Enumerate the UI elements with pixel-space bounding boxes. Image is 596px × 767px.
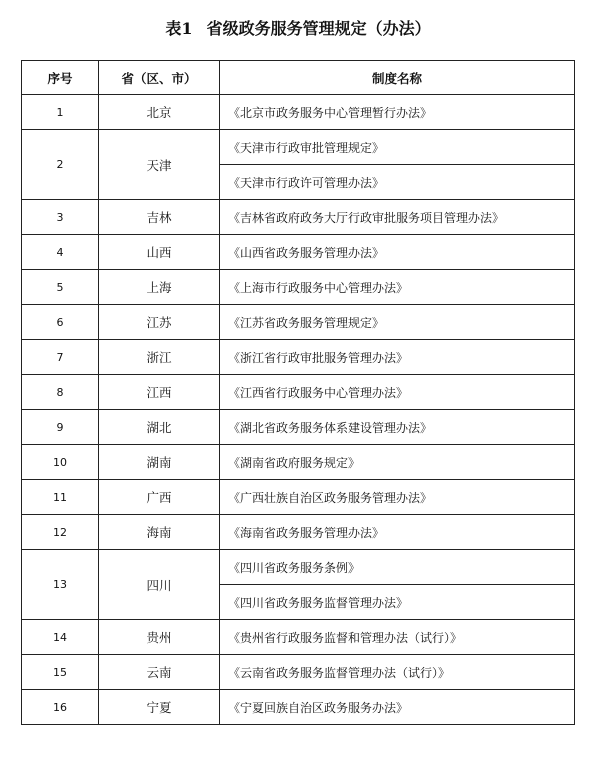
row-regulation-name: 《天津市行政许可管理办法》: [220, 165, 575, 200]
table-row: [22, 235, 575, 270]
row-regulation-name: 《云南省政务服务监督管理办法（试行）》: [220, 655, 575, 690]
table-row: [22, 200, 575, 235]
row-province: 贵州: [99, 620, 220, 655]
row-regulation-name: 《浙江省行政审批服务管理办法》: [220, 340, 575, 375]
row-index: 15: [22, 655, 99, 690]
row-regulation-name: 《吉林省政府政务大厅行政审批服务项目管理办法》: [220, 200, 575, 235]
row-regulation-name: 《贵州省行政服务监督和管理办法（试行）》: [220, 620, 575, 655]
table-row: [22, 410, 575, 445]
table-row: [22, 340, 575, 375]
row-index: 11: [22, 480, 99, 515]
row-index: 1: [22, 95, 99, 130]
row-province: 云南: [99, 655, 220, 690]
row-index: 3: [22, 200, 99, 235]
table-row: [22, 550, 575, 585]
table-row: [22, 515, 575, 550]
row-province: 湖北: [99, 410, 220, 445]
row-index: 6: [22, 305, 99, 340]
row-index: 14: [22, 620, 99, 655]
row-index: 10: [22, 445, 99, 480]
row-regulation-name: 《上海市行政服务中心管理办法》: [220, 270, 575, 305]
row-province: 江苏: [99, 305, 220, 340]
table-row: [22, 305, 575, 340]
row-province: 海南: [99, 515, 220, 550]
row-index: 5: [22, 270, 99, 305]
row-index: 2: [22, 130, 99, 200]
row-regulation-name: 《四川省政务服务监督管理办法》: [220, 585, 575, 620]
row-regulation-name: 《江西省行政服务中心管理办法》: [220, 375, 575, 410]
row-province: 天津: [99, 130, 220, 200]
header-province: 省（区、市）: [99, 61, 220, 95]
table-title: [0, 16, 596, 39]
row-regulation-name: 《四川省政务服务条例》: [220, 550, 575, 585]
table-body: [22, 95, 575, 725]
row-regulation-name: 《北京市政务服务中心管理暂行办法》: [220, 95, 575, 130]
row-index: 16: [22, 690, 99, 725]
row-regulation-name: 《山西省政务服务管理办法》: [220, 235, 575, 270]
row-province: 湖南: [99, 445, 220, 480]
row-index: 13: [22, 550, 99, 620]
row-regulation-name: 《宁夏回族自治区政务服务办法》: [220, 690, 575, 725]
table-row: [22, 480, 575, 515]
table-caption: 省级政务服务管理规定（办法）: [206, 19, 431, 38]
row-province: 北京: [99, 95, 220, 130]
row-index: 12: [22, 515, 99, 550]
table-row: [22, 270, 575, 305]
row-regulation-name: 《海南省政务服务管理办法》: [220, 515, 575, 550]
row-index: 8: [22, 375, 99, 410]
table-header-row: [22, 61, 575, 95]
row-province: 江西: [99, 375, 220, 410]
row-regulation-name: 《江苏省政务服务管理规定》: [220, 305, 575, 340]
regulations-table: [21, 60, 575, 725]
row-province: 上海: [99, 270, 220, 305]
table-row: [22, 690, 575, 725]
row-index: 4: [22, 235, 99, 270]
row-province: 浙江: [99, 340, 220, 375]
row-regulation-name: 《湖南省政府服务规定》: [220, 445, 575, 480]
row-province: 四川: [99, 550, 220, 620]
table-row: [22, 375, 575, 410]
row-regulation-name: 《天津市行政审批管理规定》: [220, 130, 575, 165]
row-province: 宁夏: [99, 690, 220, 725]
table-row: [22, 445, 575, 480]
table-row: [22, 130, 575, 165]
row-province: 山西: [99, 235, 220, 270]
row-index: 9: [22, 410, 99, 445]
table-row: [22, 95, 575, 130]
row-index: 7: [22, 340, 99, 375]
header-index: 序号: [22, 61, 99, 95]
row-province: 吉林: [99, 200, 220, 235]
table-number: 表1: [165, 19, 193, 38]
header-regulation-name: 制度名称: [220, 61, 575, 95]
row-regulation-name: 《湖北省政务服务体系建设管理办法》: [220, 410, 575, 445]
row-regulation-name: 《广西壮族自治区政务服务管理办法》: [220, 480, 575, 515]
row-province: 广西: [99, 480, 220, 515]
table-row: [22, 620, 575, 655]
table-row: [22, 655, 575, 690]
